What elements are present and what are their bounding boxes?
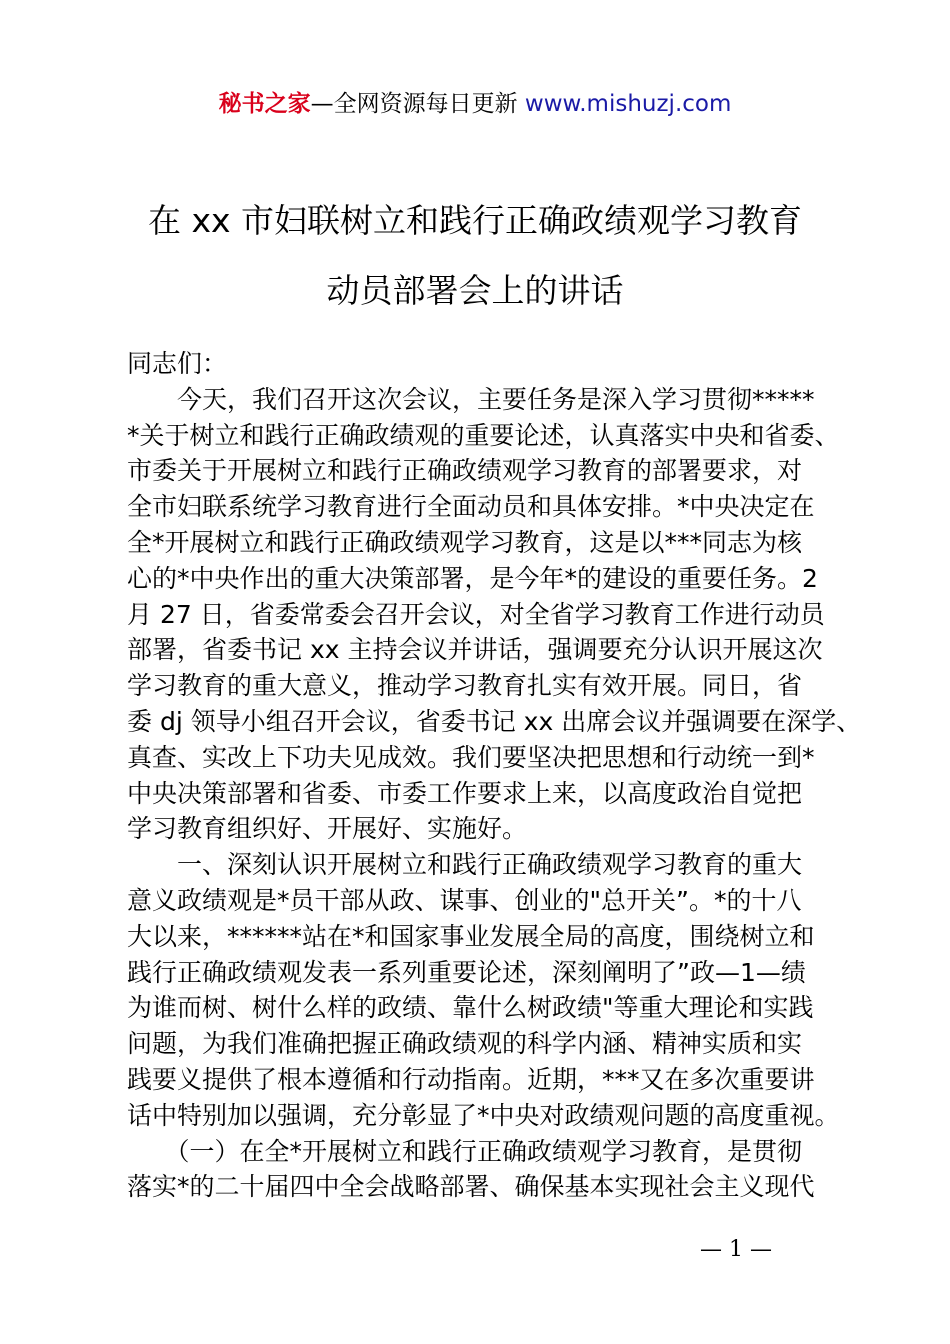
- document-title: [60, 186, 890, 326]
- body-line: 中央决策部署和省委、市委工作要求上来，以高度政治自觉把: [127, 778, 803, 808]
- body-line: 践行正确政绩观发表一系列重要论述，深刻阐明了”政—1—绩: [127, 957, 806, 987]
- body-line: 学习教育的重大意义，推动学习教育扎实有效开展。同日，省: [127, 671, 803, 701]
- body-line: 心的*中央作出的重大决策部署，是今年*的建设的重要任务。2: [127, 563, 818, 593]
- body-line: 一、深刻认识开展树立和践行正确政绩观学习教育的重大: [127, 850, 803, 880]
- body-line: 真查、实改上下功夫见成效。我们要坚决把思想和行动统一到*: [127, 742, 815, 772]
- body-line: （一）在全*开展树立和践行正确政绩观学习教育，是贯彻: [127, 1136, 803, 1166]
- body-line: 全*开展树立和践行正确政绩观学习教育，这是以***同志为核: [127, 527, 803, 557]
- body-line: 问题，为我们准确把握正确政绩观的科学内涵、精神实质和实: [127, 1029, 803, 1059]
- body-line: 委 dj 领导小组召开会议，省委书记 xx 出席会议并强调要在深学、: [127, 706, 862, 736]
- site-banner: [0, 86, 950, 122]
- brand-name: 秘书之家: [218, 91, 311, 117]
- body-line: 话中特别加以强调，充分彰显了*中央对政绩观问题的高度重视。: [127, 1100, 840, 1130]
- title-line-1: 在 xx 市妇联树立和践行正确政绩观学习教育: [147, 201, 803, 240]
- body-line: 落实*的二十届四中全会战略部署、确保基本实现社会主义现代: [127, 1172, 815, 1202]
- body-line: 大以来，******站在*和国家事业发展全局的高度，围绕树立和: [127, 921, 815, 951]
- body-line: 为谁而树、树什么样的政绩、靠什么树政绩"等重大理论和实践: [127, 993, 814, 1023]
- body-line: 学习教育组织好、开展好、实施好。: [127, 814, 528, 844]
- title-line-2: 动员部署会上的讲话: [326, 271, 624, 310]
- body-line: 部署，省委书记 xx 主持会议并讲话，强调要充分认识开展这次: [127, 635, 823, 665]
- body-line: 意义政绩观是*员干部从政、谋事、创业的"总开关”。*的十八: [127, 885, 802, 915]
- site-url[interactable]: www.mishuzj.com: [524, 91, 732, 117]
- body-line: *关于树立和践行正确政绩观的重要论述，认真落实中央和省委、: [127, 420, 840, 450]
- body-line: 今天，我们召开这次会议，主要任务是深入学习贯彻*****: [127, 384, 815, 414]
- page-number: — 1 —: [700, 1237, 772, 1262]
- banner-tagline: —全网资源每日更新: [310, 91, 525, 117]
- document-body: [127, 346, 862, 1205]
- body-line: 市委关于开展树立和践行正确政绩观学习教育的部署要求，对: [127, 456, 803, 486]
- body-line: 践要义提供了根本遵循和行动指南。近期，***又在多次重要讲: [127, 1064, 815, 1094]
- body-line: 月 27 日，省委常委会召开会议，对全省学习教育工作进行动员: [127, 599, 825, 629]
- body-line: 全市妇联系统学习教育进行全面动员和具体安排。*中央决定在: [127, 492, 815, 522]
- body-line: 同志们：: [127, 349, 228, 378]
